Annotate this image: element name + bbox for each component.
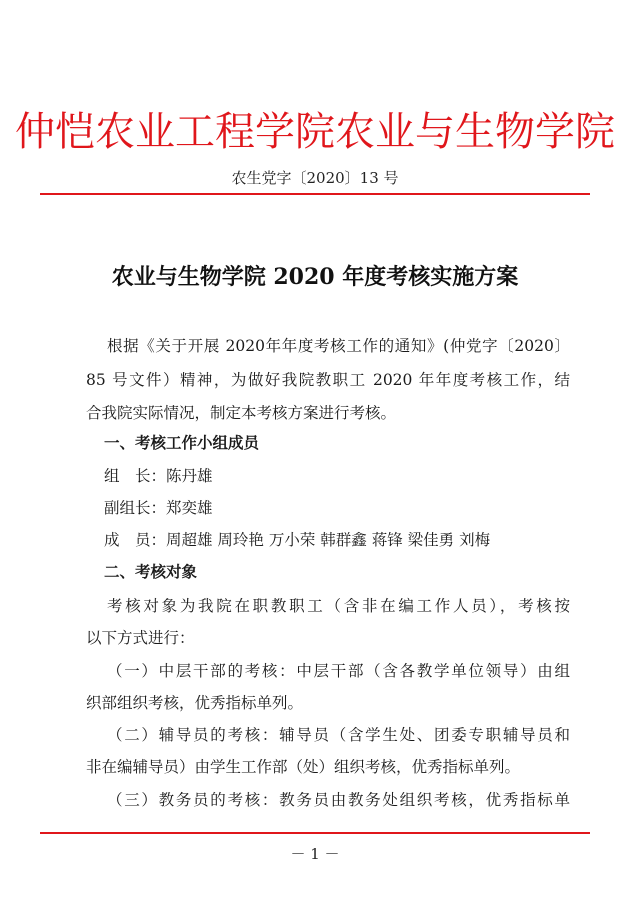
institution-title: 仲恺农业工程学院农业与生物学院: [15, 109, 615, 155]
header-red-divider: [40, 193, 590, 195]
paragraph-line: 以下方式进行：: [86, 629, 195, 647]
paragraph-line: （三）教务员的考核：教务员由教务处组织考核，优秀指标单: [107, 791, 570, 809]
paragraph-line: 85 号文件）精神，为做好我院教职工 2020 年年度考核工作，结: [86, 371, 570, 389]
deputy-leader-line: 副组长：郑奕雄: [104, 499, 213, 517]
paragraph-line: 根据《关于开展 2020年年度考核工作的通知》(仲党字〔2020〕: [107, 337, 570, 355]
paragraph-line: 非在编辅导员）由学生工作部（处）组织考核，优秀指标单列。: [86, 758, 521, 776]
paragraph-line: 考核对象为我院在职教职工（含非在编工作人员），考核按: [107, 597, 570, 615]
section-heading: 二、考核对象: [104, 563, 198, 581]
paragraph-line: 织部组织考核，优秀指标单列。: [86, 694, 304, 712]
section-heading: 一、考核工作小组成员: [104, 434, 260, 452]
paragraph-line: 合我院实际情况，制定本考核方案进行考核。: [86, 404, 397, 422]
document-number: 农生党字〔2020〕13 号: [231, 169, 399, 187]
paragraph-line: （一）中层干部的考核：中层干部（含各教学单位领导）由组: [107, 662, 570, 680]
team-leader-line: 组 长：陈丹雄: [104, 467, 213, 485]
document-title: 农业与生物学院 2020 年度考核实施方案: [111, 264, 519, 290]
page-number: － 1 －: [290, 845, 340, 863]
members-line: 成 员：周超雄 周玲艳 万小荣 韩群鑫 蒋锋 梁佳勇 刘梅: [104, 531, 491, 549]
paragraph-line: （二）辅导员的考核：辅导员（含学生处、团委专职辅导员和: [107, 726, 570, 744]
footer-red-divider: [40, 832, 590, 834]
